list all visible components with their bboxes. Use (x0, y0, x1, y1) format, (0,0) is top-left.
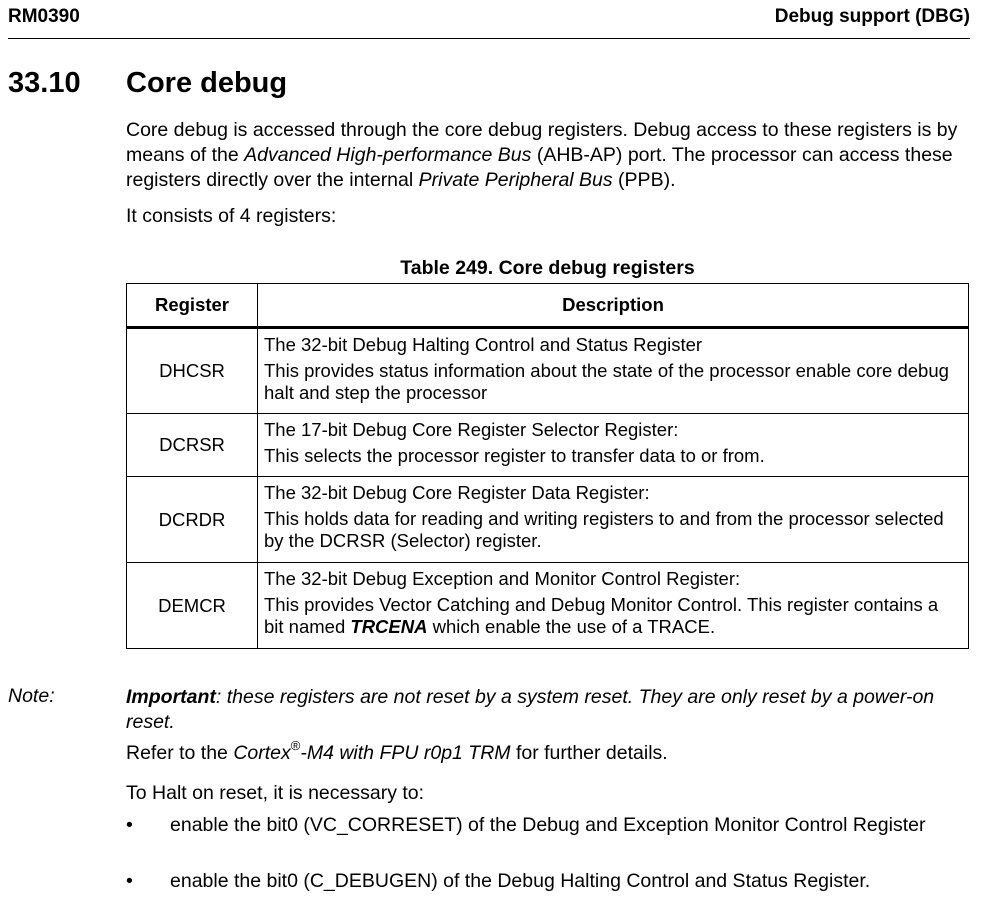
register-name: DHCSR (127, 328, 258, 414)
halt-intro-text: To Halt on reset, it is necessary to: (126, 782, 425, 804)
register-description: The 32-bit Debug Core Register Data Register: This holds data for reading and writing registers to and from the processor selected by the DCRSR (Selector) register. (258, 477, 969, 563)
important-note: Important: these registers are not reset by a system reset. They are only reset by a power-on reset. (126, 686, 935, 733)
bullet-icon: • (126, 814, 133, 836)
column-header-description: Description (258, 284, 969, 328)
table-caption: Table 249. Core debug registers (400, 257, 695, 279)
intro-paragraph: Core debug is accessed through the core debug registers. Debug access to these registers is by means of the Advanced High-performance Bus (AHB-AP) port. The processor can access these registers directly over the internal Private Peripheral Bus (PPB). (126, 119, 958, 191)
document-id: RM0390 (8, 6, 80, 27)
register-name: DEMCR (127, 563, 258, 649)
note-label: Note: (8, 685, 55, 707)
section-number: 33.10 (8, 67, 81, 99)
section-title: Core debug (126, 67, 288, 99)
table-row (127, 477, 969, 563)
reference-text: Refer to the Cortex®-M4 with FPU r0p1 TRM for further details. (126, 737, 668, 764)
core-debug-registers-table (126, 283, 969, 649)
register-description: The 32-bit Debug Halting Control and Status Register This provides status information about the state of the processor enable core debug halt and step the processor (258, 328, 969, 414)
bullet-icon: • (126, 870, 133, 892)
register-description: The 32-bit Debug Exception and Monitor Control Register: This provides Vector Catching and Debug Monitor Control. This register contains a bit named TRCENA which enable the use of a TRACE. (258, 563, 969, 649)
register-name: DCRSR (127, 414, 258, 477)
table-row (127, 414, 969, 477)
table-header-row (127, 284, 969, 328)
table-row (127, 328, 969, 414)
register-description: The 17-bit Debug Core Register Selector Register: This selects the processor register to transfer data to or from. (258, 414, 969, 477)
chapter-title: Debug support (DBG) (774, 6, 970, 27)
column-header-register: Register (127, 284, 258, 328)
registers-count-text: It consists of 4 registers: (126, 205, 337, 227)
page-header (8, 6, 970, 39)
register-name: DCRDR (127, 477, 258, 563)
table-row (127, 563, 969, 649)
